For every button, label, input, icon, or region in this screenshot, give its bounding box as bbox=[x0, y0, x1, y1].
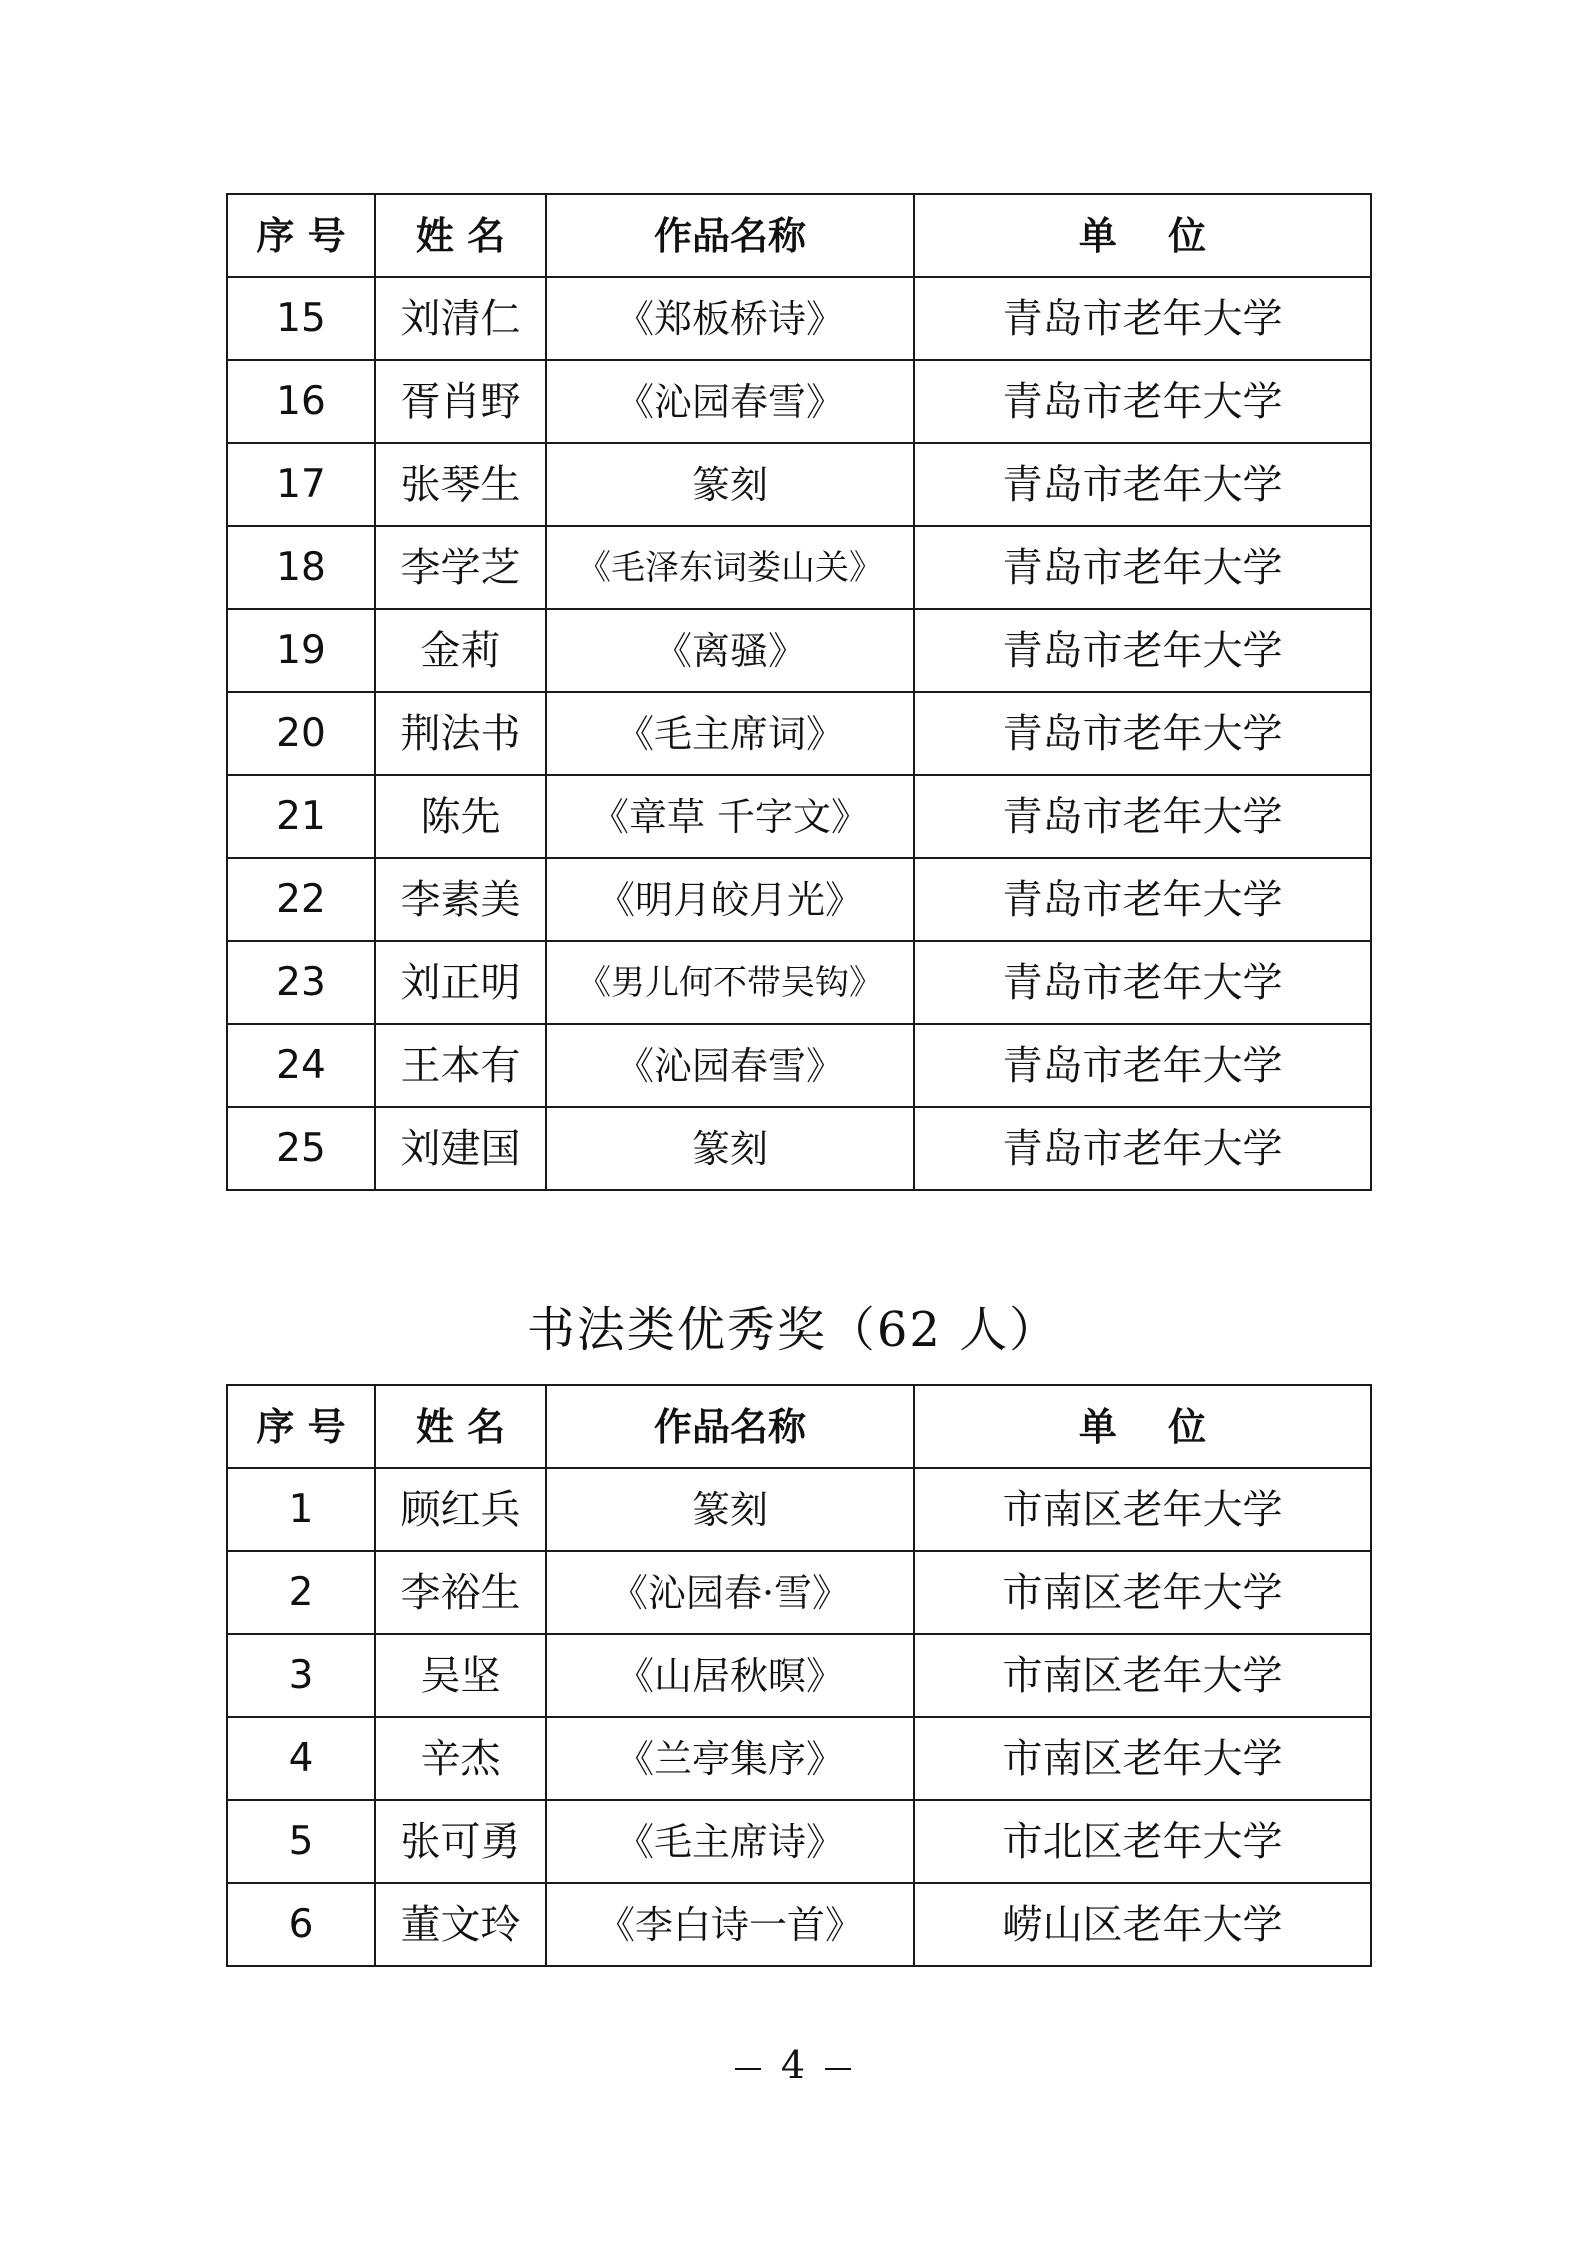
header-name: 姓 名 bbox=[375, 194, 546, 277]
header-work: 作品名称 bbox=[546, 1385, 914, 1468]
unit-name: 青岛市老年大学 bbox=[914, 360, 1371, 443]
row-number: 2 bbox=[227, 1551, 375, 1634]
work-title: 《毛主席诗》 bbox=[546, 1800, 914, 1883]
table-row bbox=[227, 443, 1371, 526]
table-row bbox=[227, 941, 1371, 1024]
table-row bbox=[227, 775, 1371, 858]
row-number: 21 bbox=[227, 775, 375, 858]
unit-name: 青岛市老年大学 bbox=[914, 277, 1371, 360]
table-row bbox=[227, 1883, 1371, 1966]
section-title: 书法类优秀奖（62 人） bbox=[526, 1302, 1060, 1358]
table-row bbox=[227, 1634, 1371, 1717]
work-title: 《男儿何不带吴钩》 bbox=[546, 941, 914, 1024]
table-header-row bbox=[227, 194, 1371, 277]
award-table-continued bbox=[226, 193, 1372, 1191]
unit-name: 市南区老年大学 bbox=[914, 1634, 1371, 1717]
unit-name: 青岛市老年大学 bbox=[914, 1024, 1371, 1107]
participant-name: 吴坚 bbox=[375, 1634, 546, 1717]
row-number: 17 bbox=[227, 443, 375, 526]
table-row bbox=[227, 1468, 1371, 1551]
unit-name: 青岛市老年大学 bbox=[914, 609, 1371, 692]
unit-name: 青岛市老年大学 bbox=[914, 692, 1371, 775]
row-number: 25 bbox=[227, 1107, 375, 1190]
participant-name: 刘建国 bbox=[375, 1107, 546, 1190]
table-row bbox=[227, 360, 1371, 443]
header-no: 序 号 bbox=[227, 194, 375, 277]
row-number: 15 bbox=[227, 277, 375, 360]
participant-name: 辛杰 bbox=[375, 1717, 546, 1800]
table-row bbox=[227, 1107, 1371, 1190]
table-row bbox=[227, 609, 1371, 692]
unit-name: 青岛市老年大学 bbox=[914, 443, 1371, 526]
unit-name: 市南区老年大学 bbox=[914, 1468, 1371, 1551]
table-row bbox=[227, 858, 1371, 941]
table-row bbox=[227, 1024, 1371, 1107]
work-title: 篆刻 bbox=[546, 1468, 914, 1551]
participant-name: 张可勇 bbox=[375, 1800, 546, 1883]
row-number: 22 bbox=[227, 858, 375, 941]
unit-name: 青岛市老年大学 bbox=[914, 526, 1371, 609]
unit-name: 市南区老年大学 bbox=[914, 1717, 1371, 1800]
table-header-row bbox=[227, 1385, 1371, 1468]
row-number: 1 bbox=[227, 1468, 375, 1551]
participant-name: 顾红兵 bbox=[375, 1468, 546, 1551]
participant-name: 胥肖野 bbox=[375, 360, 546, 443]
unit-name: 市北区老年大学 bbox=[914, 1800, 1371, 1883]
work-title: 篆刻 bbox=[546, 1107, 914, 1190]
work-title: 《章草 千字文》 bbox=[546, 775, 914, 858]
unit-name: 青岛市老年大学 bbox=[914, 775, 1371, 858]
header-unit: 单 位 bbox=[914, 194, 1371, 277]
row-number: 3 bbox=[227, 1634, 375, 1717]
header-no: 序 号 bbox=[227, 1385, 375, 1468]
participant-name: 刘清仁 bbox=[375, 277, 546, 360]
participant-name: 王本有 bbox=[375, 1024, 546, 1107]
row-number: 20 bbox=[227, 692, 375, 775]
header-name: 姓 名 bbox=[375, 1385, 546, 1468]
header-work: 作品名称 bbox=[546, 194, 914, 277]
participant-name: 荆法书 bbox=[375, 692, 546, 775]
work-title: 《兰亭集序》 bbox=[546, 1717, 914, 1800]
work-title: 《离骚》 bbox=[546, 609, 914, 692]
row-number: 6 bbox=[227, 1883, 375, 1966]
unit-name: 青岛市老年大学 bbox=[914, 1107, 1371, 1190]
work-title: 《沁园春雪》 bbox=[546, 360, 914, 443]
participant-name: 李裕生 bbox=[375, 1551, 546, 1634]
row-number: 4 bbox=[227, 1717, 375, 1800]
row-number: 23 bbox=[227, 941, 375, 1024]
unit-name: 青岛市老年大学 bbox=[914, 941, 1371, 1024]
work-title: 《毛泽东词娄山关》 bbox=[546, 526, 914, 609]
work-title: 篆刻 bbox=[546, 443, 914, 526]
row-number: 5 bbox=[227, 1800, 375, 1883]
row-number: 18 bbox=[227, 526, 375, 609]
table-row bbox=[227, 692, 1371, 775]
table-row bbox=[227, 277, 1371, 360]
participant-name: 李学芝 bbox=[375, 526, 546, 609]
participant-name: 陈先 bbox=[375, 775, 546, 858]
row-number: 24 bbox=[227, 1024, 375, 1107]
work-title: 《山居秋暝》 bbox=[546, 1634, 914, 1717]
unit-name: 市南区老年大学 bbox=[914, 1551, 1371, 1634]
work-title: 《李白诗一首》 bbox=[546, 1883, 914, 1966]
work-title: 《毛主席词》 bbox=[546, 692, 914, 775]
unit-name: 崂山区老年大学 bbox=[914, 1883, 1371, 1966]
participant-name: 李素美 bbox=[375, 858, 546, 941]
page-number-value: 4 bbox=[780, 2043, 806, 2087]
row-number: 19 bbox=[227, 609, 375, 692]
work-title: 《明月皎月光》 bbox=[546, 858, 914, 941]
work-title: 《沁园春雪》 bbox=[546, 1024, 914, 1107]
unit-name: 青岛市老年大学 bbox=[914, 858, 1371, 941]
participant-name: 金莉 bbox=[375, 609, 546, 692]
work-title: 《郑板桥诗》 bbox=[546, 277, 914, 360]
header-unit: 单 位 bbox=[914, 1385, 1371, 1468]
table-row bbox=[227, 526, 1371, 609]
participant-name: 刘正明 bbox=[375, 941, 546, 1024]
dash-left-icon bbox=[735, 2068, 761, 2070]
row-number: 16 bbox=[227, 360, 375, 443]
award-table-excellence bbox=[226, 1384, 1372, 1967]
participant-name: 张琴生 bbox=[375, 443, 546, 526]
table-row bbox=[227, 1551, 1371, 1634]
work-title: 《沁园春·雪》 bbox=[546, 1551, 914, 1634]
participant-name: 董文玲 bbox=[375, 1883, 546, 1966]
page-number bbox=[0, 2043, 1586, 2087]
table-row bbox=[227, 1800, 1371, 1883]
table-row bbox=[227, 1717, 1371, 1800]
dash-right-icon bbox=[825, 2068, 851, 2070]
